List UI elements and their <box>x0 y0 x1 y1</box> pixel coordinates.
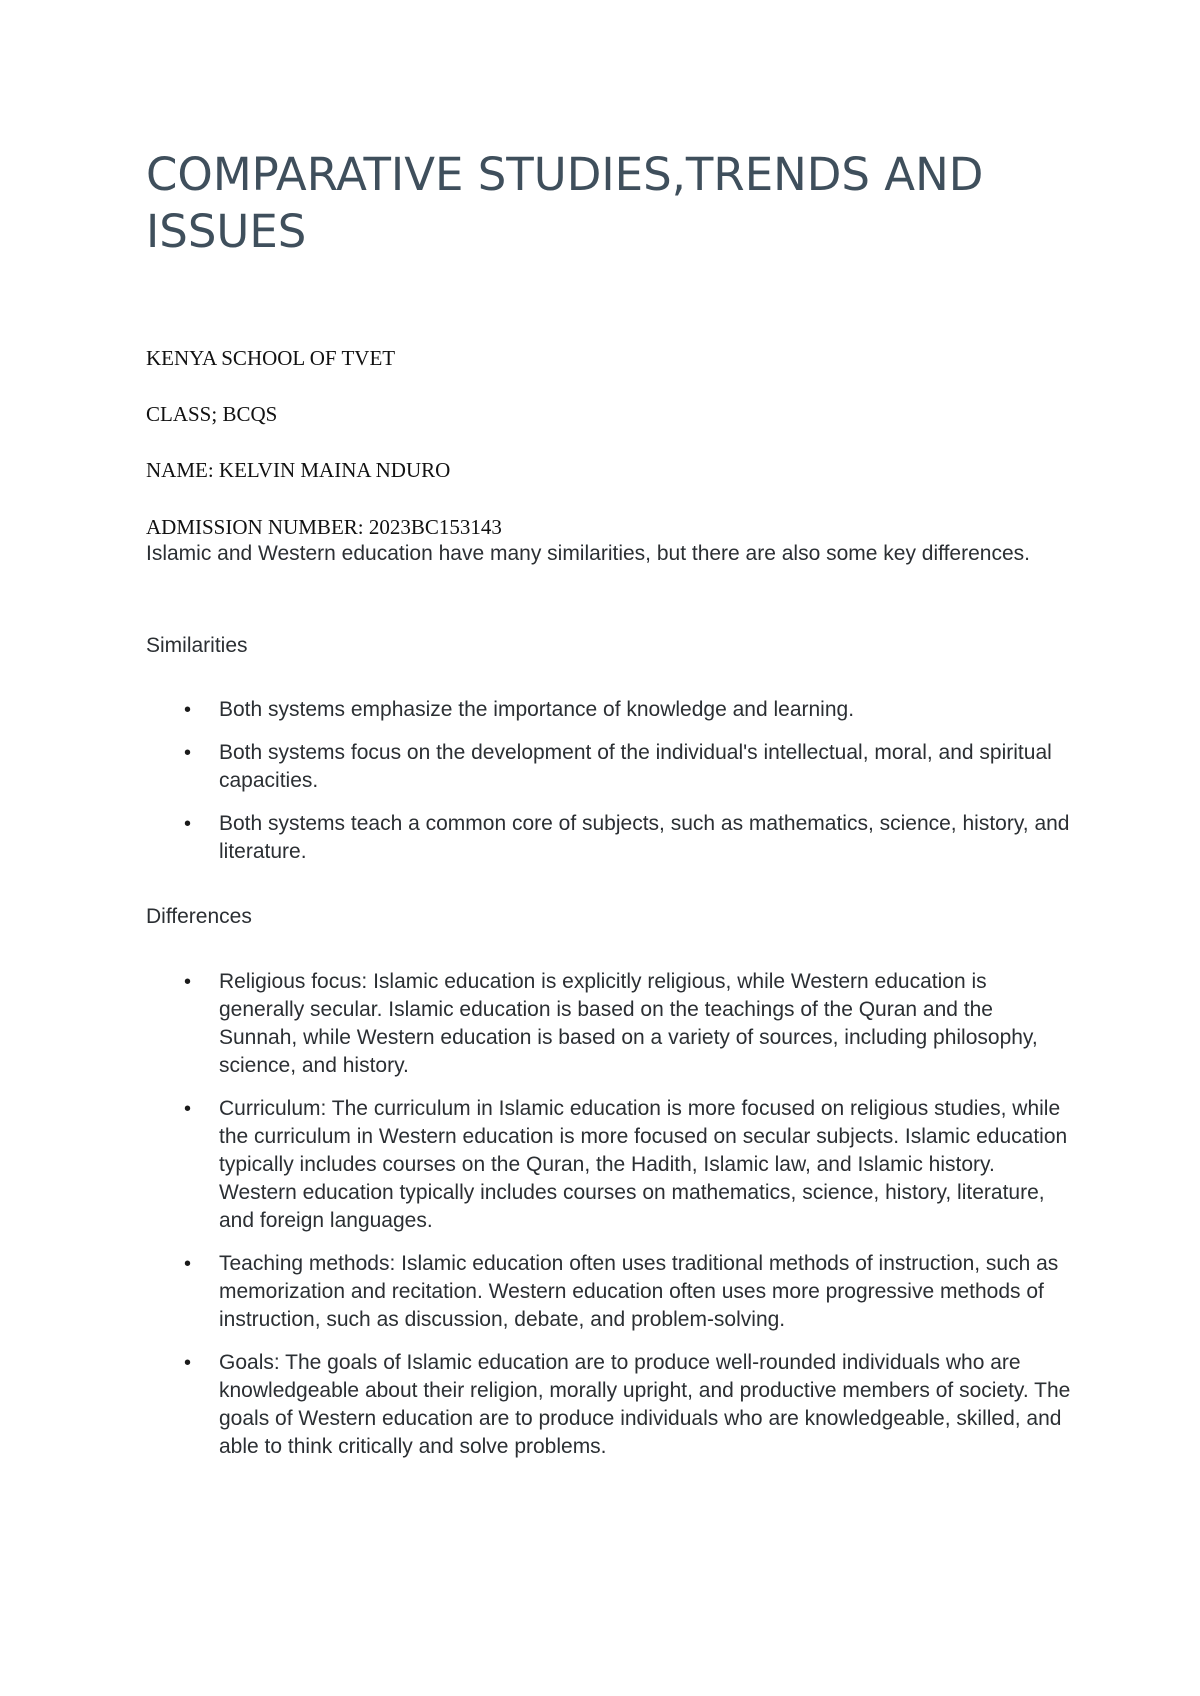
list-item-text: Both systems emphasize the importance of knowledge and learning. <box>219 698 855 721</box>
intro-paragraph: Islamic and Western education have many similarities, but there are also some key differences. <box>146 542 1030 565</box>
list-item <box>146 968 1076 1080</box>
list-item-text: Religious focus: Islamic education is explicitly religious, while Western education is generally secular. Islamic education is based on the teachings of the Quran and the Sunnah, while Western education is based on a variety of sources, including philosophy, science, and history. <box>219 970 1038 1077</box>
similarities-heading: Similarities <box>146 634 248 657</box>
list-item-text: Both systems focus on the development of the individual's intellectual, moral, and spiritual capacities. <box>219 741 1052 792</box>
admission-number: ADMISSION NUMBER: 2023BC153143 <box>146 515 502 539</box>
bullet-icon: • <box>184 1098 192 1120</box>
bullet-icon: • <box>184 1352 192 1374</box>
differences-heading: Differences <box>146 905 252 928</box>
list-item-text: Teaching methods: Islamic education often uses traditional methods of instruction, such as memorization and recitation. Western education often uses more progressive methods of instruction, such as discussion, debate, and problem-solving. <box>219 1252 1059 1331</box>
differences-list <box>146 968 1076 1476</box>
bullet-icon: • <box>184 1253 192 1275</box>
similarities-list <box>146 696 1076 881</box>
list-item <box>146 1250 1076 1334</box>
bullet-icon: • <box>184 971 192 993</box>
document-title: COMPARATIVE STUDIES,TRENDS AND ISSUES <box>146 148 984 258</box>
list-item-text: Curriculum: The curriculum in Islamic education is more focused on religious studies, while the curriculum in Western education is more focused on secular subjects. Islamic education typically includes courses on the Quran, the Hadith, Islamic law, and Islamic history. Western education typically includes courses on mathematics, science, history, literature, and foreign languages. <box>219 1097 1068 1232</box>
list-item <box>146 810 1076 866</box>
bullet-icon: • <box>184 813 192 835</box>
list-item <box>146 1095 1076 1235</box>
list-item <box>146 739 1076 795</box>
bullet-icon: • <box>184 742 192 764</box>
list-item <box>146 1349 1076 1461</box>
class-line: CLASS; BCQS <box>146 402 278 426</box>
list-item-text: Goals: The goals of Islamic education are to produce well-rounded individuals who are knowledgeable about their religion, morally upright, and productive members of society. The goals of Western education are to produce individuals who are knowledgeable, skilled, and able to think critically and solve problems. <box>219 1351 1071 1458</box>
list-item <box>146 696 1076 724</box>
list-item-text: Both systems teach a common core of subjects, such as mathematics, science, history, and literature. <box>219 812 1070 863</box>
bullet-icon: • <box>184 699 192 721</box>
school-name: KENYA SCHOOL OF TVET <box>146 346 396 370</box>
student-name: NAME: KELVIN MAINA NDURO <box>146 458 451 482</box>
